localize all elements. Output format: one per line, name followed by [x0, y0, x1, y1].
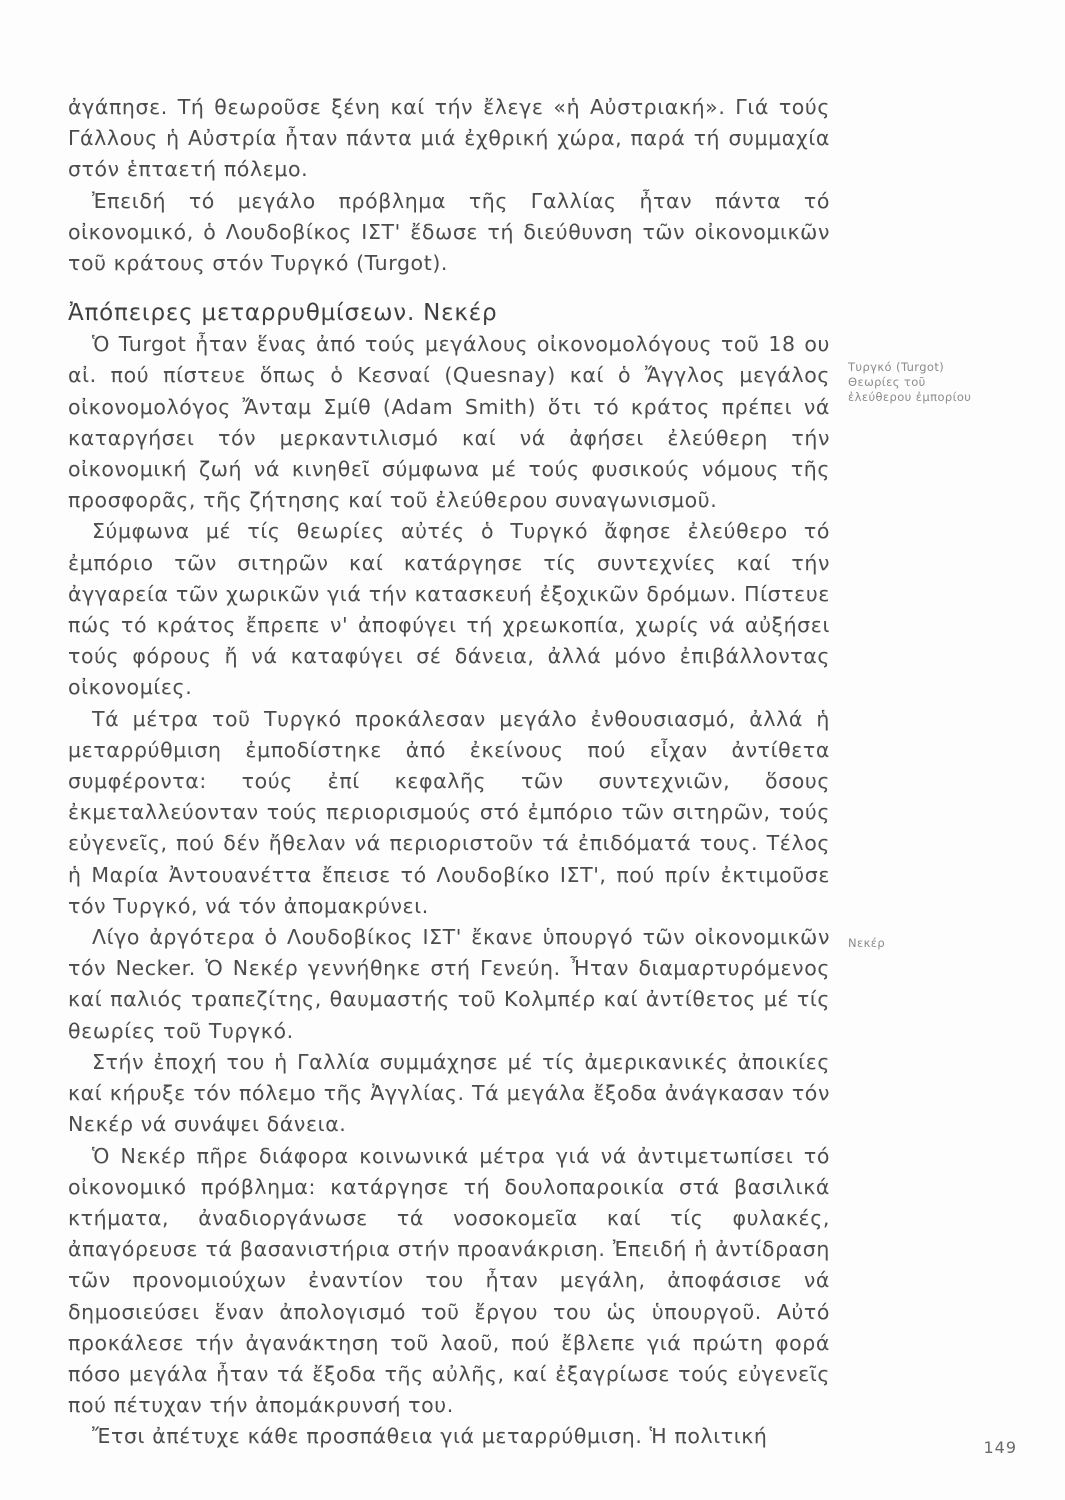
paragraph-2: Ἐπειδή τό μεγάλο πρόβλημα τῆς Γαλλίας ἦταν πάντα τό οἰκονομικό, ὁ Λουδοβίκος ΙΣΤ' ἔδωσε τή διεύθυνση τῶν οἰκονομικῶν τοῦ κράτους στόν Τυργκό (Turgot).: [68, 188, 830, 276]
paragraph-4: Σύμφωνα μέ τίς θεωρίες αὐτές ὁ Τυργκό ἄφησε ἐλεύθερο τό ἐμπόριο τῶν σιτηρῶν καί κατάργησε τίς συντεχνίες καί τήν ἀγγαρεία τῶν χωρικῶν γιά τήν κατασκευή ἐξοχικῶν δρόμων. Πίστευε πώς τό κράτος ἔπρεπε ν' ἀποφύγει τή χρεωκοπία, χωρίς νά αὐξήσει τούς φόρους ἤ νά καταφύγει σέ δάνεια, ἀλλά μόνο ἐπιβάλλοντας οἰκονομίες.: [68, 519, 830, 700]
paragraph-6: Λίγο ἀργότερα ὁ Λουδοβίκος ΙΣΤ' ἔκανε ὑπουργό τῶν οἰκονομικῶν τόν Necker. Ὁ Νεκέρ γεννήθηκε στή Γενεύη. Ἦταν διαμαρτυρόμενος καί παλιός τραπεζίτης, θαυμαστής τοῦ Κολμπέρ καί ἀντίθετος μέ τίς θεωρίες τοῦ Τυργκό.: [68, 925, 830, 1043]
sidenote-turgot: [848, 360, 971, 405]
main-text-column: [68, 92, 830, 1453]
sidenote-necker: Νεκέρ: [848, 936, 886, 950]
paragraph-3: Ὁ Turgot ἦταν ἕνας ἀπό τούς μεγάλους οἰκονομολόγους τοῦ 18 ου αἰ. πού πίστευε ὅπως ὁ Κεσναί (Quesnay) καί ὁ Ἄγγλος μεγάλος οἰκονομολόγος Ἄνταμ Σμίθ (Adam Smith) ὅτι τό κράτος πρέπει νά καταργήσει τόν μερκαντιλισμό καί νά ἀφήσει ἐλεύθερη τήν οἰκονομική ζωή νά κινηθεῖ σύμφωνα μέ τούς φυσικούς νόμους τῆς προσφορᾶς, τῆς ζήτησης καί τοῦ ἐλεύθερου συναγωνισμοῦ.: [68, 332, 830, 513]
sidenote-turgot-line-1: Τυργκό (Turgot): [848, 360, 945, 374]
sidenote-turgot-line-2: Θεωρίες τοῦ: [848, 375, 926, 389]
page-number: 149: [983, 1438, 1017, 1457]
paragraph-8: Ὁ Νεκέρ πῆρε διάφορα κοινωνικά μέτρα γιά νά ἀντιμετωπίσει τό οἰκονομικό πρόβλημα: κατάργησε τή δουλοπαροικία στά βασιλικά κτήματα, ἀναδιοργάνωσε τά νοσοκομεῖα καί τίς φυλακές, ἀπαγόρευσε τά βασανιστήρια στήν προανάκριση. Ἐπειδή ἡ ἀντίδραση τῶν προνομιούχων ἐναντίον του ἦταν μεγάλη, ἀποφάσισε νά δημοσιεύσει ἕναν ἀπολογισμό τοῦ ἔργου του ὡς ὑπουργοῦ. Αὐτό προκάλεσε τήν ἀγανάκτηση τοῦ λαοῦ, πού ἔβλεπε γιά πρώτη φορά πόσο μεγάλα ἦταν τά ἔξοδα τῆς αὐλῆς, καί ἐξαγρίωσε τούς εὐγενεῖς πού πέτυχαν τήν ἀπομάκρυνσή του.: [68, 1143, 830, 1418]
paragraph-7: Στήν ἐποχή του ἡ Γαλλία συμμάχησε μέ τίς ἀμερικανικές ἀποικίες καί κήρυξε τόν πόλεμο τῆς Ἀγγλίας. Τά μεγάλα ἔξοδα ἀνάγκασαν τόν Νεκέρ νά συνάψει δάνεια.: [68, 1049, 830, 1137]
paragraph-5: Τά μέτρα τοῦ Τυργκό προκάλεσαν μεγάλο ἐνθουσιασμό, ἀλλά ἡ μεταρρύθμιση ἐμποδίστηκε ἀπό ἐκείνους πού εἶχαν ἀντίθετα συμφέροντα: τούς ἐπί κεφαλῆς τῶν συντεχνιῶν, ὅσους ἐκμεταλλεύονταν τούς περιορισμούς στό ἐμπόριο τῶν σιτηρῶν, τούς εὐγενεῖς, πού δέν ἤθελαν νά περιοριστοῦν τά ἐπιδόματά τους. Τέλος ἡ Μαρία Ἀντουανέττα ἔπεισε τό Λουδοβίκο ΙΣΤ', πού πρίν ἐκτιμοῦσε τόν Τυργκό, νά τόν ἀπομακρύνει.: [68, 706, 830, 918]
paragraph-9: Ἔτσι ἀπέτυχε κάθε προσπάθεια γιά μεταρρύθμιση. Ἡ πολιτική: [92, 1424, 768, 1449]
section-heading: Ἀπόπειρες μεταρρυθμίσεων. Νεκέρ: [68, 300, 498, 327]
sidenote-turgot-line-3: ἐλεύθερου ἐμπορίου: [848, 390, 972, 404]
paragraph-1: ἀγάπησε. Τή θεωροῦσε ξένη καί τήν ἔλεγε «ἡ Αὐστριακή». Γιά τούς Γάλλους ἡ Αὐστρία ἦταν πάντα μιά ἐχθρική χώρα, παρά τή συμμαχία στόν ἑπταετή πόλεμο.: [68, 95, 830, 182]
